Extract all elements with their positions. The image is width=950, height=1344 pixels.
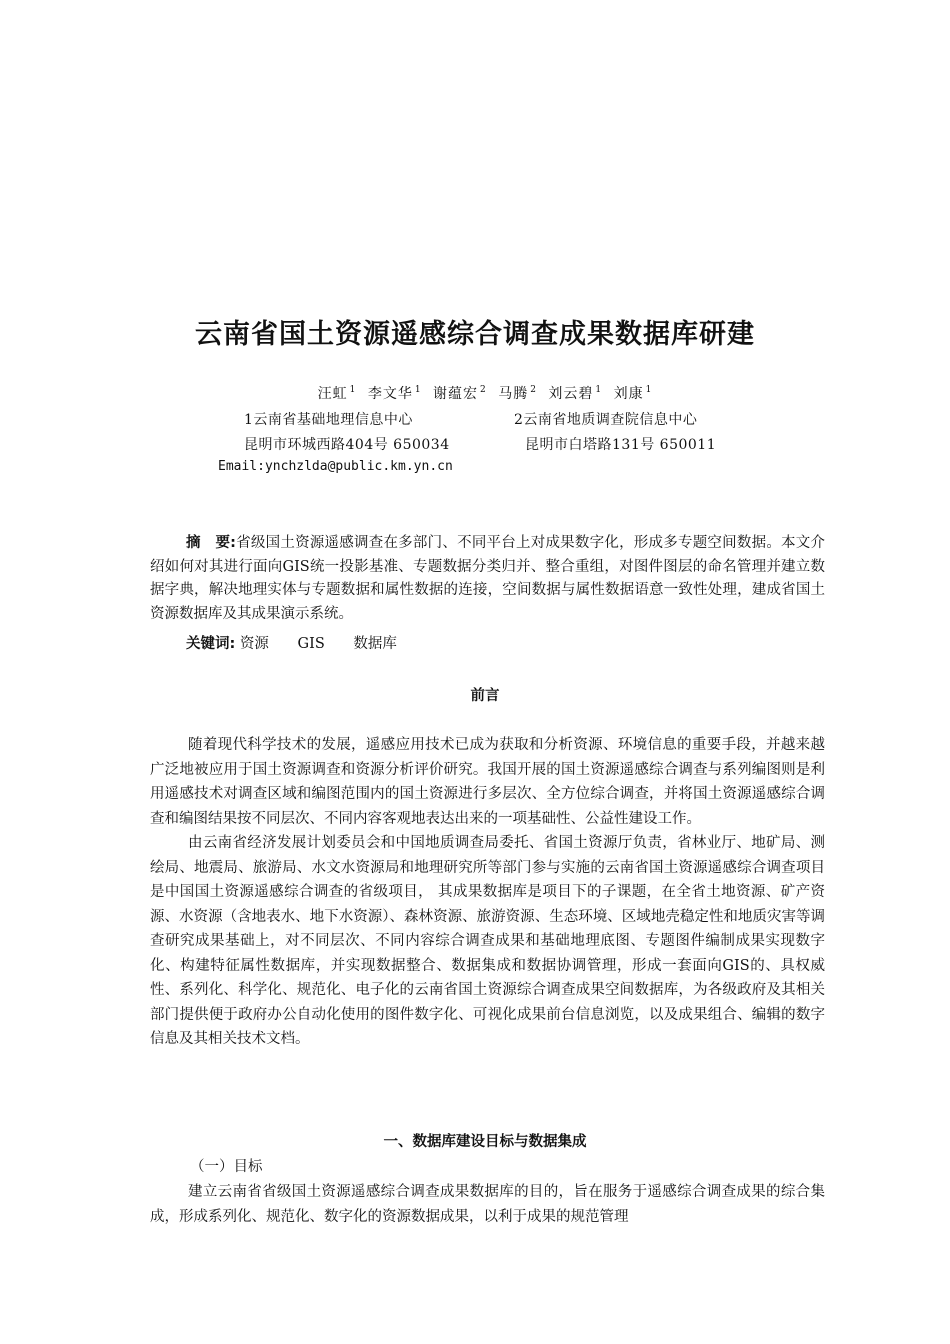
affiliation-2-org: 2云南省地质调查院信息中心 [514, 412, 698, 428]
author-affiliation-mark: 1 [349, 385, 357, 395]
paragraph: 随着现代科学技术的发展，遥感应用技术已成为获取和分析资源、环境信息的重要手段，并越来越广泛地被应用于国土资源调查和资源分析评价研究。我国开展的国土资源遥感综合调查与系列编图则是利用遥感技术对调查区域和编图范围内的国土资源进行多层次、全方位综合调查，并将国土资源遥感综合调查和编图结果按不同层次、不同内容客观地表达出来的一项基础性、公益性建设工作。 [150, 737, 825, 827]
author-name: 李文华 [367, 386, 413, 402]
author-affiliation-mark: 1 [645, 385, 653, 395]
keyword: 数据库 [353, 636, 397, 652]
author-name: 马腾 [498, 386, 529, 402]
abstract-label: 摘 要: [186, 535, 236, 551]
author-name: 谢蕴宏 [433, 386, 479, 402]
author-affiliation-mark: 1 [414, 385, 422, 395]
abstract [150, 532, 825, 627]
keyword: GIS [297, 636, 325, 652]
author-affiliation-mark: 2 [480, 385, 487, 395]
author-name: 汪虹 [317, 386, 348, 402]
section-heading: 一、数据库建设目标与数据集成 [383, 1134, 587, 1150]
preface-heading: 前言 [470, 688, 500, 704]
contact-email: Email:ynchzlda@public.km.yn.cn [218, 459, 453, 474]
subsection-heading: （一）目标 [190, 1159, 263, 1175]
author-name: 刘康 [613, 386, 644, 402]
abstract-text: 省级国土资源遥感调查在多部门、不同平台上对成果数字化，形成多专题空间数据。本文介绍如何对其进行面向GIS统一投影基准、专题数据分类归并、整合重组，对图件图层的命名管理并建立数据字典，解决地理实体与专题数据和属性数据的连接，空间数据与属性数据语意一致性处理，建成省国土资源数据库及其成果演示系统。 [150, 535, 825, 623]
keywords [186, 632, 421, 653]
paragraph: 由云南省经济发展计划委员会和中国地质调查局委托、省国土资源厅负责，省林业厅、地矿局、测绘局、地震局、旅游局、水文水资源局和地理研究所等部门参与实施的云南省国土资源遥感综合调查项目是中国国土资源遥感综合调查的省级项目， 其成果数据库是项目下的子课题，在全省土地资源、矿产资源、水资源（含地表水、地下水资源）、森林资源、旅游资源、生态环境、区域地壳稳定性和地质灾害等调查研究成果基础上，对不同层次、不同内容综合调查成果和基础地理底图、专题图件编制成果实现数字化、构建特征属性数据库，并实现数据整合、数据集成和数据协调管理，形成一套面向GIS的、具权威性、系列化、科学化、规范化、电子化的云南省国土资源综合调查成果空间数据库，为各级政府及其相关部门提供便于政府办公自动化使用的图件数字化、可视化成果前台信息浏览，以及成果组合、编辑的数字信息及其相关技术文档。 [150, 835, 825, 1047]
paper-title: 云南省国土资源遥感综合调查成果数据库研建 [195, 319, 755, 350]
author-affiliation-mark: 2 [530, 385, 537, 395]
keywords-label: 关键词: [186, 636, 236, 652]
affiliation-1-org: 1云南省基础地理信息中心 [244, 412, 413, 428]
affiliation-2-address: 昆明市白塔路131号 650011 [525, 437, 717, 453]
preface-body [150, 733, 825, 1052]
author-list [0, 383, 950, 403]
author-affiliation-mark: 1 [595, 385, 603, 395]
keyword: 资源 [239, 636, 269, 652]
affiliation-1-address: 昆明市环城西路404号 650034 [244, 437, 450, 453]
author-name: 刘云碧 [548, 386, 594, 402]
paragraph: 建立云南省省级国土资源遥感综合调查成果数据库的目的，旨在服务于遥感综合调查成果的综合集成，形成系列化、规范化、数字化的资源数据成果，以利于成果的规范管理 [150, 1184, 825, 1225]
